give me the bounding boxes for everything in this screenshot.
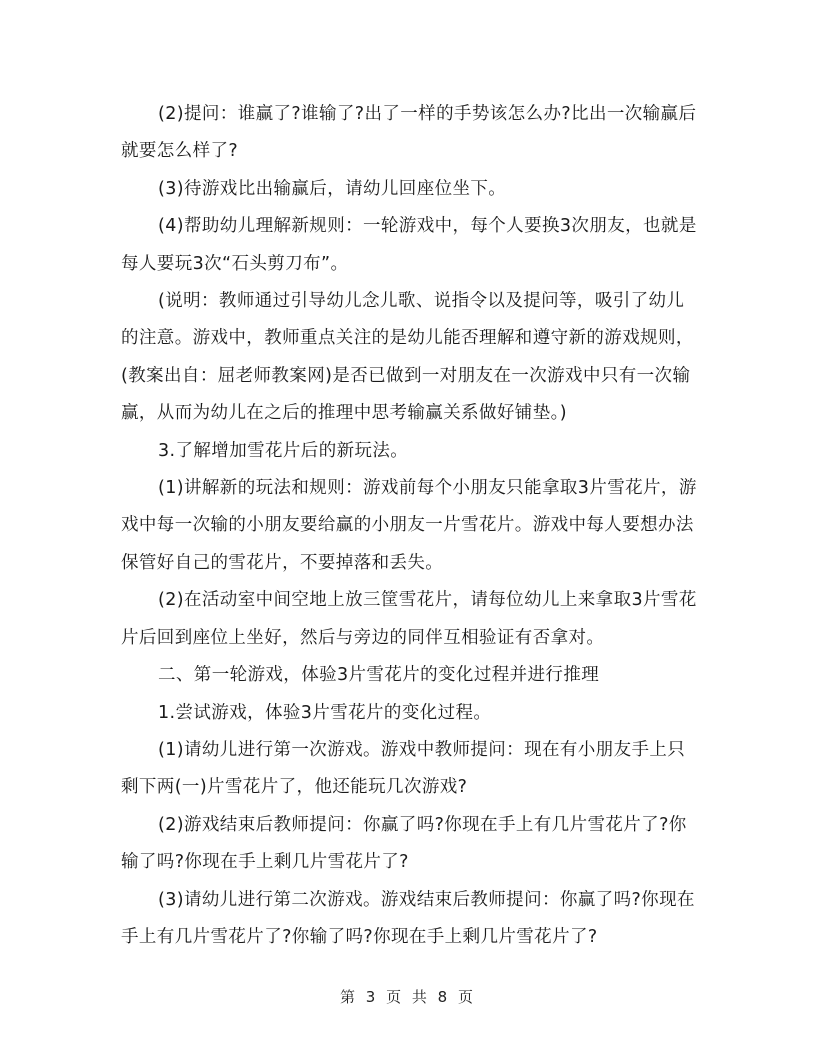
paragraph: (2)提问：谁赢了?谁输了?出了一样的手势该怎么办?比出一次输赢后就要怎么样了?: [121, 104, 697, 162]
paragraph: (4)帮助幼儿理解新规则：一轮游戏中，每个人要换3次朋友，也就是每人要玩3次“石头剪刀布”。: [121, 216, 697, 274]
paragraph: (3)待游戏比出输赢后，请幼儿回座位坐下。: [158, 178, 507, 199]
section-heading: 二、第一轮游戏，体验3片雪花片的变化过程并进行推理: [158, 665, 600, 686]
paragraph: (2)游戏结束后教师提问：你赢了吗?你现在手上有几片雪花片了?你输了吗?你现在手上剩几片雪花片了?: [121, 814, 687, 873]
section-heading: 1.尝试游戏，体验3片雪花片的变化过程。: [158, 702, 492, 723]
document-body: [121, 96, 701, 956]
paragraph: (2)在活动室中间空地上放三筐雪花片，请每位幼儿上来拿取3片雪花片后回到座位上坐好，然后与旁边的同伴互相验证有否拿对。: [121, 590, 697, 648]
page-number-footer: 第 3 页 共 8 页: [340, 988, 476, 1006]
paragraph: (说明：教师通过引导幼儿念儿歌、说指令以及提问等，吸引了幼儿的注意。游戏中，教师重点关注的是幼儿能否理解和遵守新的游戏规则，(教案出自：屈老师教案网)是否已做到一对朋友在一次游戏中只有一次输赢，从而为幼儿在之后的推理中思考输赢关系做好铺垫。): [121, 291, 694, 424]
paragraph: (1)讲解新的玩法和规则：游戏前每个小朋友只能拿取3片雪花片，游戏中每一次输的小朋友要给赢的小朋友一片雪花片。游戏中每人要想办法保管好自己的雪花片，不要掉落和丢失。: [121, 478, 697, 573]
paragraph: (1)请幼儿进行第一次游戏。游戏中教师提问：现在有小朋友手上只剩下两(一)片雪花片了，他还能玩几次游戏?: [121, 739, 686, 798]
section-heading: 3.了解增加雪花片后的新玩法。: [158, 440, 409, 461]
paragraph: (3)请幼儿进行第二次游戏。游戏结束后教师提问：你赢了吗?你现在手上有几片雪花片了?你输了吗?你现在手上剩几片雪花片了?: [121, 889, 695, 947]
